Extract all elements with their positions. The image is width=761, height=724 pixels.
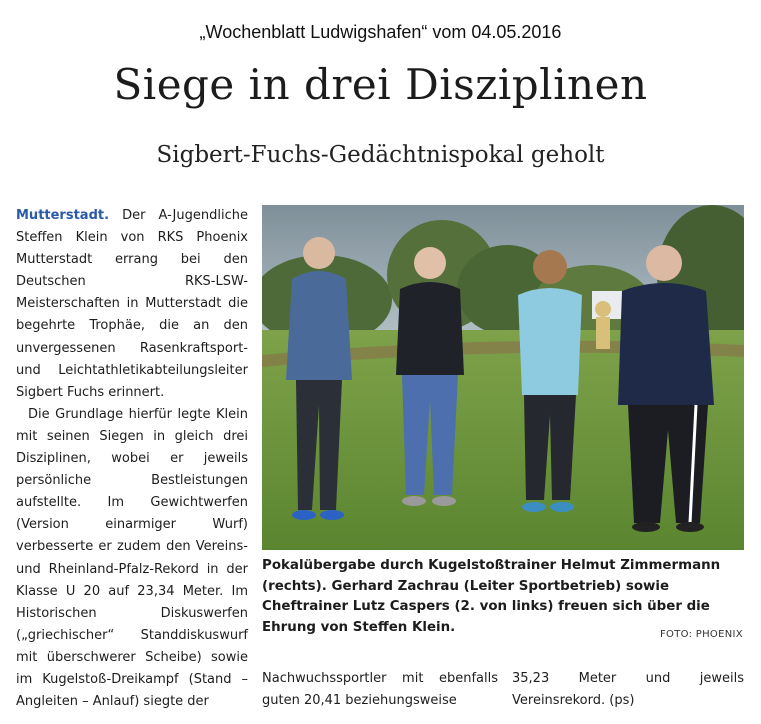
article-column-middle: Nachwuchssportler mit ebenfalls guten 20,41 beziehungsweise — [262, 671, 498, 708]
photo-caption: Pokalübergabe durch Kugelstoßtrainer Helmut Zimmermann (rechts). Gerhard Zachrau (Leiter Sportbetrieb) sowie Cheftrainer Lutz Caspers (2. von links) freuen sich über die Ehrung von Steffen Klein. — [262, 558, 721, 635]
article-paragraph-2: Die Grundlage hierfür legte Klein mit seinen Siegen in gleich drei Disziplinen, wobei er jeweils persönliche Bestleistungen aufstellte. Im Gewichtwerfen (Version einarmiger Wurf) verbesserte er zudem den Vereins- und Rheinland-Pfalz-Rekord in der Klasse U 20 auf 23,34 Meter. Im Historischen Diskuswerfen („griechischer“ Standdiskuswurf mit überschwerer Scheibe) sowie im Kugelstoß-Dreikampf (Stand – Angleiten – Anlauf) siegte der — [16, 406, 248, 710]
trophy — [595, 301, 611, 349]
dateline: Mutterstadt. — [16, 208, 110, 223]
source-line: „Wochenblatt Ludwigshafen“ vom 04.05.2016 — [199, 22, 562, 42]
subheadline: Sigbert-Fuchs-Gedächtnispokal geholt — [156, 142, 605, 168]
article-paragraph-1-text: Der A-Jugendliche Steffen Klein von RKS Phoenix Mutterstadt errang bei den Deutschen RKS-LSW-Meisterschaften in Mutterstadt die begehrte Trophäe, die an den unvergessenen Rasenkraftsport- und Leichtathletikabteilungsleiter Sigbert Fuchs erinnert. — [16, 208, 248, 400]
article-column-left — [16, 205, 248, 713]
article-column-right: 35,23 Meter und jeweils Vereinsrekord. (ps) — [512, 671, 744, 708]
headline: Siege in drei Disziplinen — [113, 60, 648, 109]
award-ceremony-photo — [262, 205, 744, 550]
article-paragraph-1 — [16, 205, 248, 404]
photo-credit: FOTO: PHOENIX — [660, 629, 743, 640]
article-photo — [262, 205, 744, 550]
